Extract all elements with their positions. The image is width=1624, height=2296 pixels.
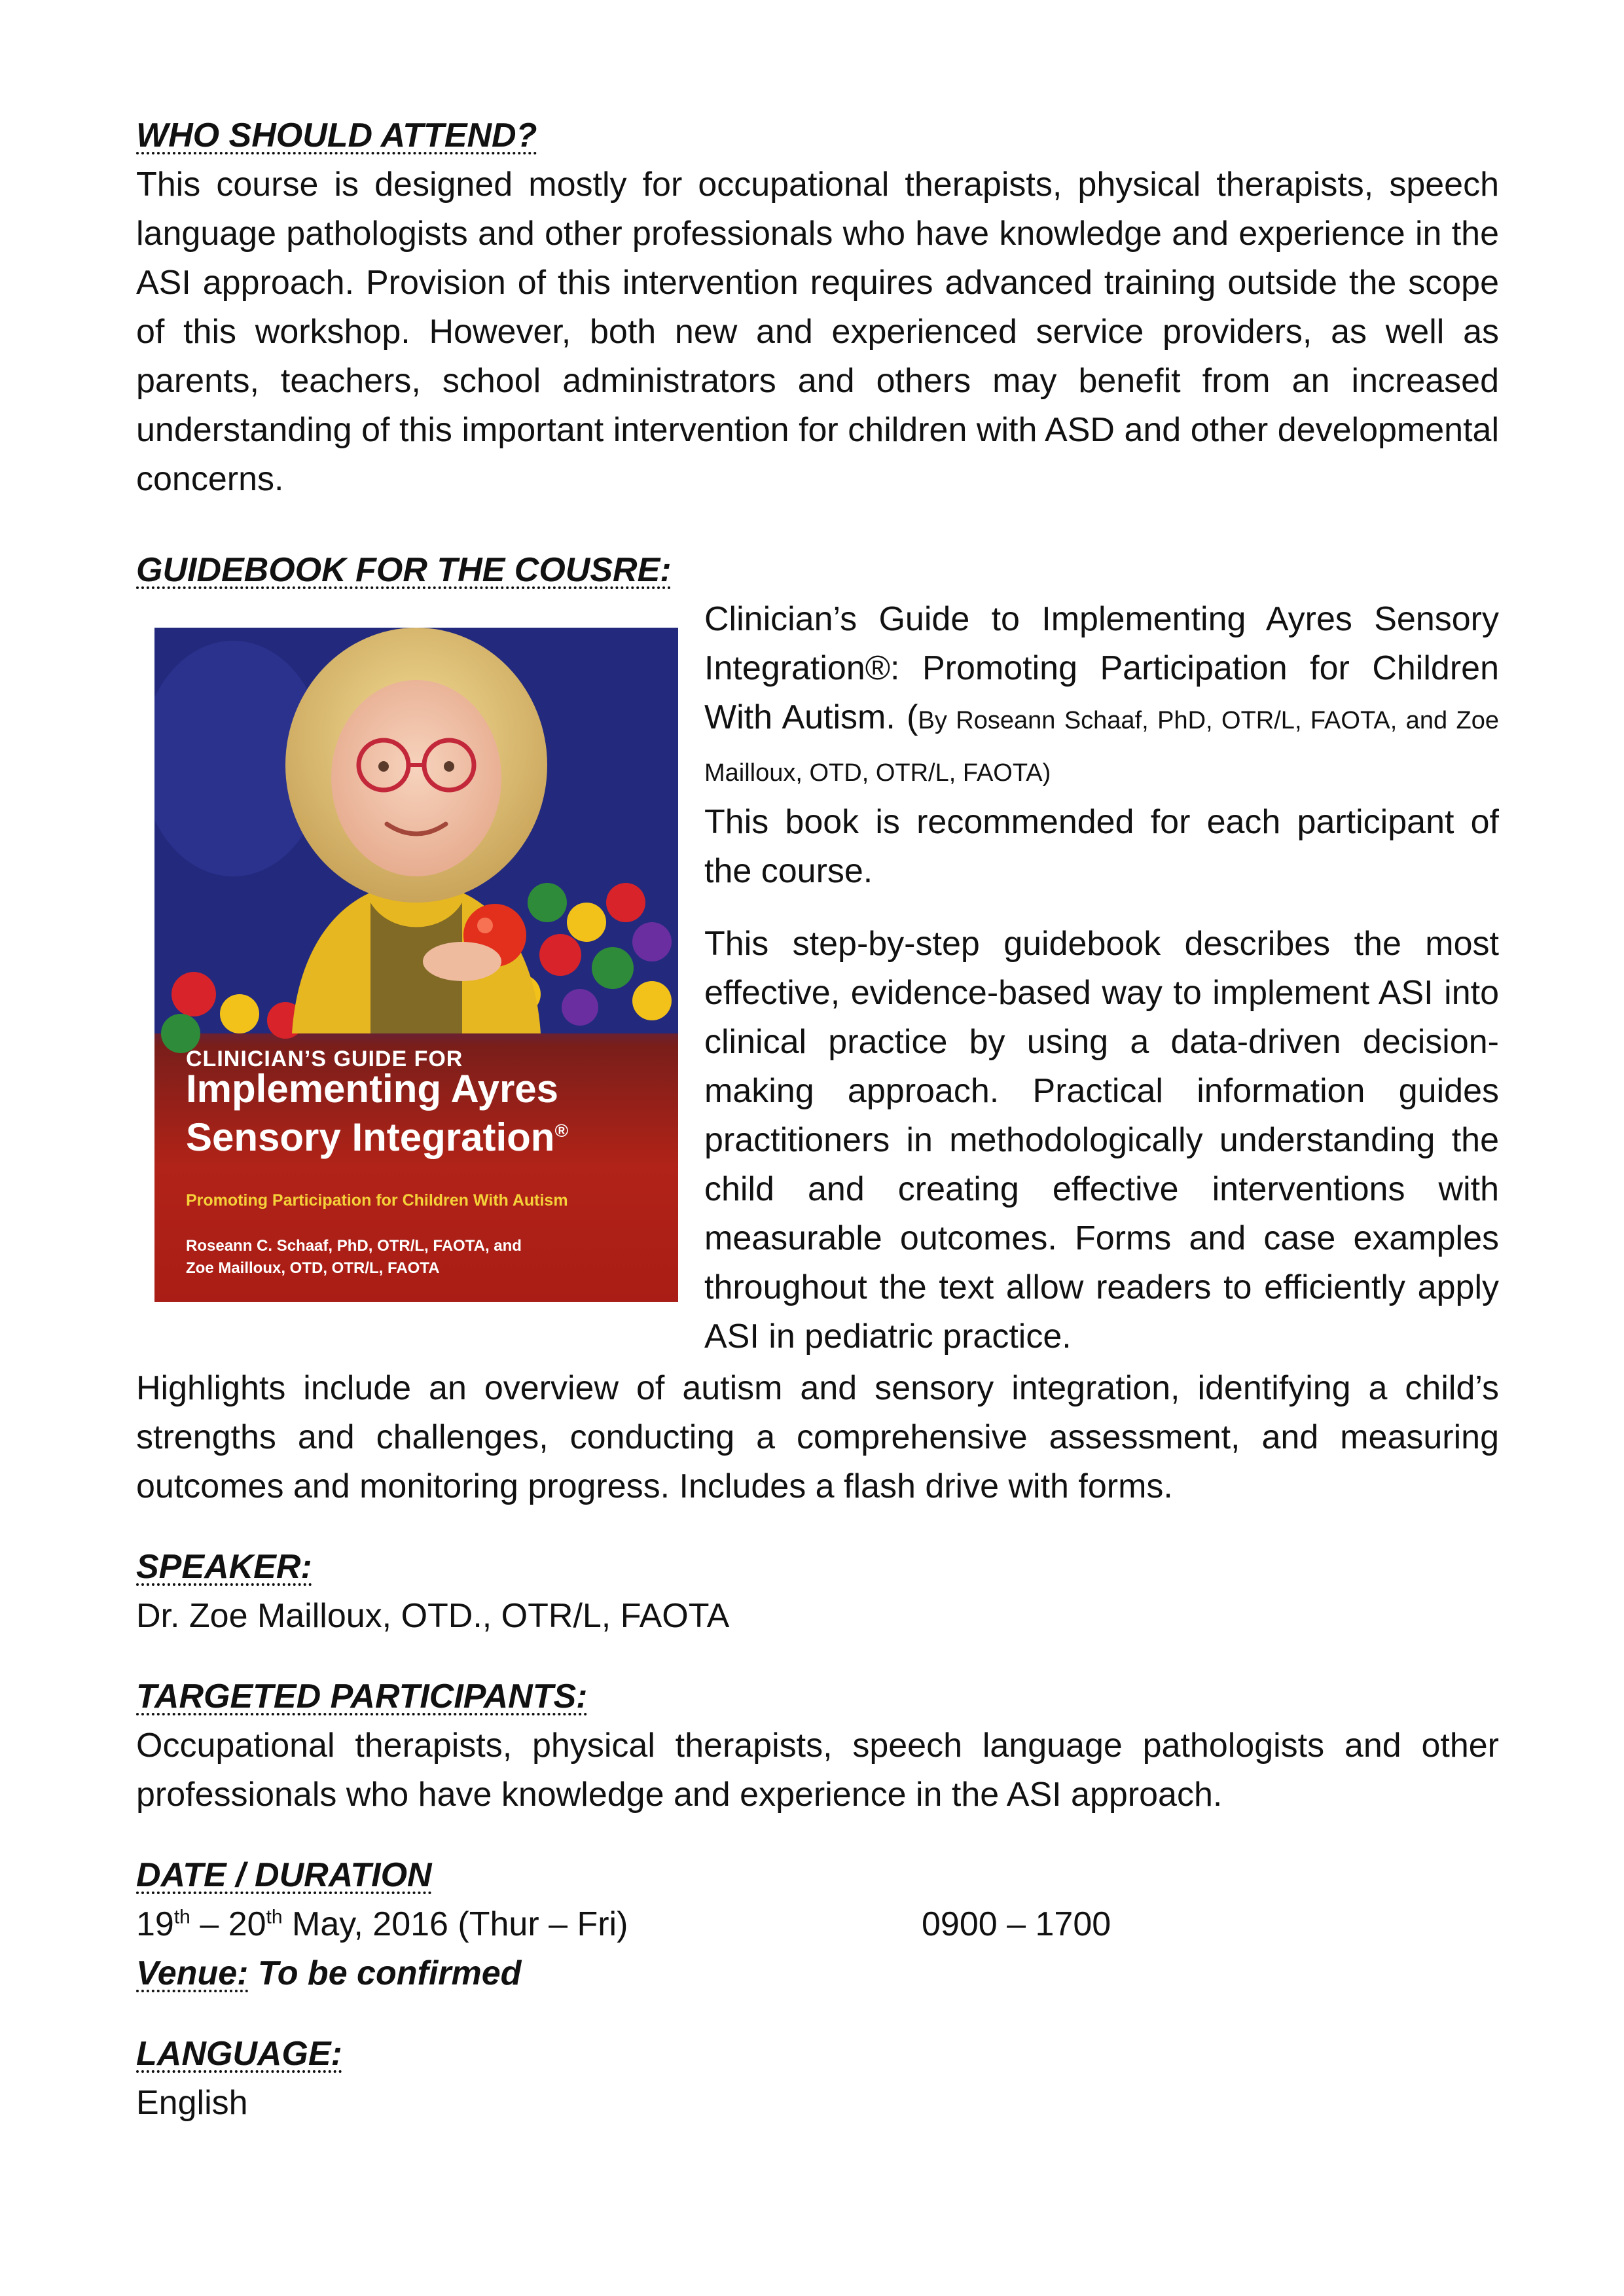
book-title: Clinician’s Guide to Implementing Ayres Sensory Integration®: Promoting Participation for Children With Autism. ( bbox=[704, 600, 1499, 736]
cover-title-line-2-text: Sensory Integration bbox=[186, 1115, 555, 1159]
date-row bbox=[136, 1900, 1499, 1949]
book-recommendation: This book is recommended for each participant of the course. bbox=[704, 803, 1499, 890]
date-day-2-suffix: th bbox=[266, 1906, 283, 1928]
cover-authors bbox=[186, 1235, 657, 1280]
guidebook-heading: GUIDEBOOK FOR THE COUSRE: bbox=[136, 551, 672, 589]
cover-tagline: Promoting Participation for Children With Autism bbox=[186, 1191, 568, 1210]
document-content bbox=[136, 111, 1499, 2128]
date-day-1-suffix: th bbox=[173, 1906, 190, 1928]
date-day-1: 19 bbox=[136, 1905, 174, 1943]
who-should-attend-section bbox=[136, 111, 1499, 504]
cover-title-line-2 bbox=[186, 1113, 568, 1162]
book-highlights: Highlights include an overview of autism and sensory integration, identifying a child’s strengths and challenges, conducting a comprehensive assessment, and measuring outcomes and monitoring progress. Includes a flash drive with forms. bbox=[136, 1369, 1499, 1505]
language-heading: LANGUAGE: bbox=[136, 2035, 342, 2073]
time-value: 0900 – 1700 bbox=[922, 1905, 1111, 1943]
cover-title-line-1: Implementing Ayres bbox=[186, 1067, 559, 1111]
language-value: English bbox=[136, 2084, 248, 2122]
cover-authors-line-2: Zoe Mailloux, OTD, OTR/L, FAOTA bbox=[186, 1259, 440, 1277]
date-duration-section bbox=[136, 1851, 1499, 1998]
cover-authors-line-1: Roseann C. Schaaf, PhD, OTR/L, FAOTA, and bbox=[186, 1237, 522, 1255]
book-title-paragraph bbox=[704, 595, 1499, 798]
who-should-attend-text: This course is designed mostly for occupational therapists, physical therapists, speech language pathologists and other professionals who have knowledge and experience in the ASI approach. Provision of this intervention requires advanced training outside the scope of this workshop. However, both new and experienced service providers, as well as parents, teachers, school administrators and others may benefit from an increased understanding of this important intervention for children with ASD and other developmental concerns. bbox=[136, 166, 1499, 498]
guidebook-section bbox=[136, 546, 1499, 1364]
cover-title-mark: ® bbox=[554, 1121, 569, 1141]
date-value bbox=[136, 1900, 922, 1949]
book-summary: This step-by-step guidebook describes the most effective, evidence-based way to implement ASI into clinical practice by using a data-driven decision-making approach. Practical information guides practitioners in methodologically understanding the child and creating effective interventions with measurable outcomes. Forms and case examples throughout the text allow readers to efficiently apply ASI in pediatric practice. bbox=[704, 925, 1499, 1355]
cover-subtitle: CLINICIAN’S GUIDE FOR bbox=[186, 1047, 463, 1071]
venue-line bbox=[136, 1949, 1499, 1998]
who-should-attend-heading: WHO SHOULD ATTEND? bbox=[136, 117, 537, 154]
speaker-heading: SPEAKER: bbox=[136, 1548, 312, 1586]
targeted-participants-heading: TARGETED PARTICIPANTS: bbox=[136, 1677, 588, 1715]
language-section bbox=[136, 2030, 1499, 2128]
venue-value: To be confirmed bbox=[248, 1954, 522, 1992]
speaker-section bbox=[136, 1543, 1499, 1641]
book-authors: By Roseann Schaaf, PhD, OTR/L, FAOTA, and Zoe Mailloux, OTD, OTR/L, FAOTA) bbox=[704, 707, 1500, 787]
cover-title bbox=[186, 1065, 568, 1162]
date-day-2: 20 bbox=[228, 1905, 266, 1943]
date-dash: – bbox=[190, 1905, 228, 1943]
book-description bbox=[704, 595, 1499, 1361]
venue-label: Venue: bbox=[136, 1954, 249, 1992]
date-duration-heading: DATE / DURATION bbox=[136, 1856, 432, 1894]
targeted-participants-text: Occupational therapists, physical therapists, speech language pathologists and other professionals who have knowledge and experience in the ASI approach. bbox=[136, 1727, 1499, 1814]
date-rest: May, 2016 (Thur – Fri) bbox=[282, 1905, 628, 1943]
speaker-name: Dr. Zoe Mailloux, OTD., OTR/L, FAOTA bbox=[136, 1597, 730, 1635]
book-cover-image bbox=[154, 628, 678, 1302]
targeted-participants-section bbox=[136, 1672, 1499, 1820]
